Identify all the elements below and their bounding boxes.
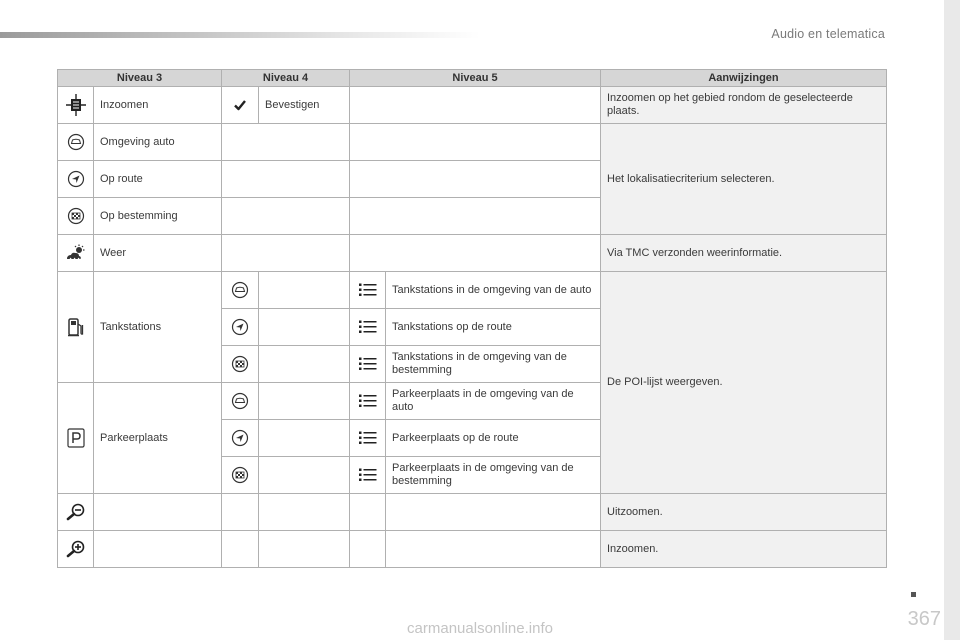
zoom-map-icon bbox=[65, 93, 87, 117]
note-poi-list: De POI-lijst weergeven. bbox=[601, 272, 887, 494]
level5-fuel-on-route: Tankstations op de route bbox=[386, 309, 601, 346]
route-arrow-circle-icon bbox=[67, 170, 85, 188]
zoom-map-icon-cell bbox=[58, 87, 94, 124]
note-zoom-in-area: Inzoomen op het gebied rondom de geselecteerde plaats. bbox=[601, 87, 887, 124]
empty-cell bbox=[350, 87, 601, 124]
table-row bbox=[58, 531, 887, 568]
level5-parking-on-route: Parkeerplaats op de route bbox=[386, 420, 601, 457]
destination-flag-circle-icon bbox=[231, 355, 249, 373]
car-circle-icon bbox=[67, 133, 85, 151]
row-label-zoom-in: Inzoomen bbox=[94, 87, 222, 124]
table-row bbox=[58, 235, 887, 272]
note-weather: Via TMC verzonden weerinformatie. bbox=[601, 235, 887, 272]
route-arrow-circle-icon bbox=[231, 318, 249, 336]
weather-icon bbox=[65, 244, 87, 262]
level5-fuel-near-car: Tankstations in de omgeving van de auto bbox=[386, 272, 601, 309]
footer-bullet bbox=[911, 592, 916, 597]
checkmark-icon bbox=[234, 99, 246, 111]
note-location-criterion: Het lokalisatiecriterium selecteren. bbox=[601, 124, 887, 235]
car-circle-icon bbox=[231, 392, 249, 410]
list-icon bbox=[359, 394, 377, 408]
table-row bbox=[58, 494, 887, 531]
page-number: 367 bbox=[907, 608, 941, 630]
page-edge-band bbox=[944, 0, 960, 640]
row-label-fuel: Tankstations bbox=[94, 272, 222, 383]
zoom-in-icon bbox=[66, 540, 86, 558]
row-label-weather: Weer bbox=[94, 235, 222, 272]
watermark: carmanualsonline.info bbox=[407, 620, 553, 637]
note-zoom-out: Uitzoomen. bbox=[601, 494, 887, 531]
row-level4-confirm: Bevestigen bbox=[259, 87, 350, 124]
header-level3: Niveau 3 bbox=[58, 70, 222, 87]
menu-table bbox=[57, 69, 887, 568]
header-level5: Niveau 5 bbox=[350, 70, 601, 87]
note-zoom-in: Inzoomen. bbox=[601, 531, 887, 568]
list-icon bbox=[359, 283, 377, 297]
list-icon bbox=[359, 357, 377, 371]
table-header-row bbox=[58, 70, 887, 87]
header-level4: Niveau 4 bbox=[222, 70, 350, 87]
header-gradient-bar bbox=[0, 32, 480, 38]
checkmark-icon-cell bbox=[222, 87, 259, 124]
car-circle-icon bbox=[231, 281, 249, 299]
row-label-on-route: Op route bbox=[94, 161, 222, 198]
row-label-parking: Parkeerplaats bbox=[94, 383, 222, 494]
route-arrow-circle-icon bbox=[231, 429, 249, 447]
level5-parking-near-car: Parkeerplaats in de omgeving van de auto bbox=[386, 383, 601, 420]
zoom-out-icon bbox=[66, 503, 86, 521]
level5-fuel-near-destination: Tankstations in de omgeving van de bestemming bbox=[386, 346, 601, 383]
level5-parking-near-destination: Parkeerplaats in de omgeving van de bestemming bbox=[386, 457, 601, 494]
table-row bbox=[58, 87, 887, 124]
table-row bbox=[58, 272, 887, 309]
table-row bbox=[58, 124, 887, 161]
parking-icon bbox=[67, 428, 85, 448]
destination-flag-circle-icon bbox=[67, 207, 85, 225]
section-title: Audio en telematica bbox=[771, 27, 885, 41]
destination-flag-circle-icon bbox=[231, 466, 249, 484]
header-notes: Aanwijzingen bbox=[601, 70, 887, 87]
fuel-pump-icon bbox=[67, 316, 85, 338]
row-label-around-car: Omgeving auto bbox=[94, 124, 222, 161]
list-icon bbox=[359, 431, 377, 445]
row-label-at-destination: Op bestemming bbox=[94, 198, 222, 235]
list-icon bbox=[359, 468, 377, 482]
list-icon bbox=[359, 320, 377, 334]
